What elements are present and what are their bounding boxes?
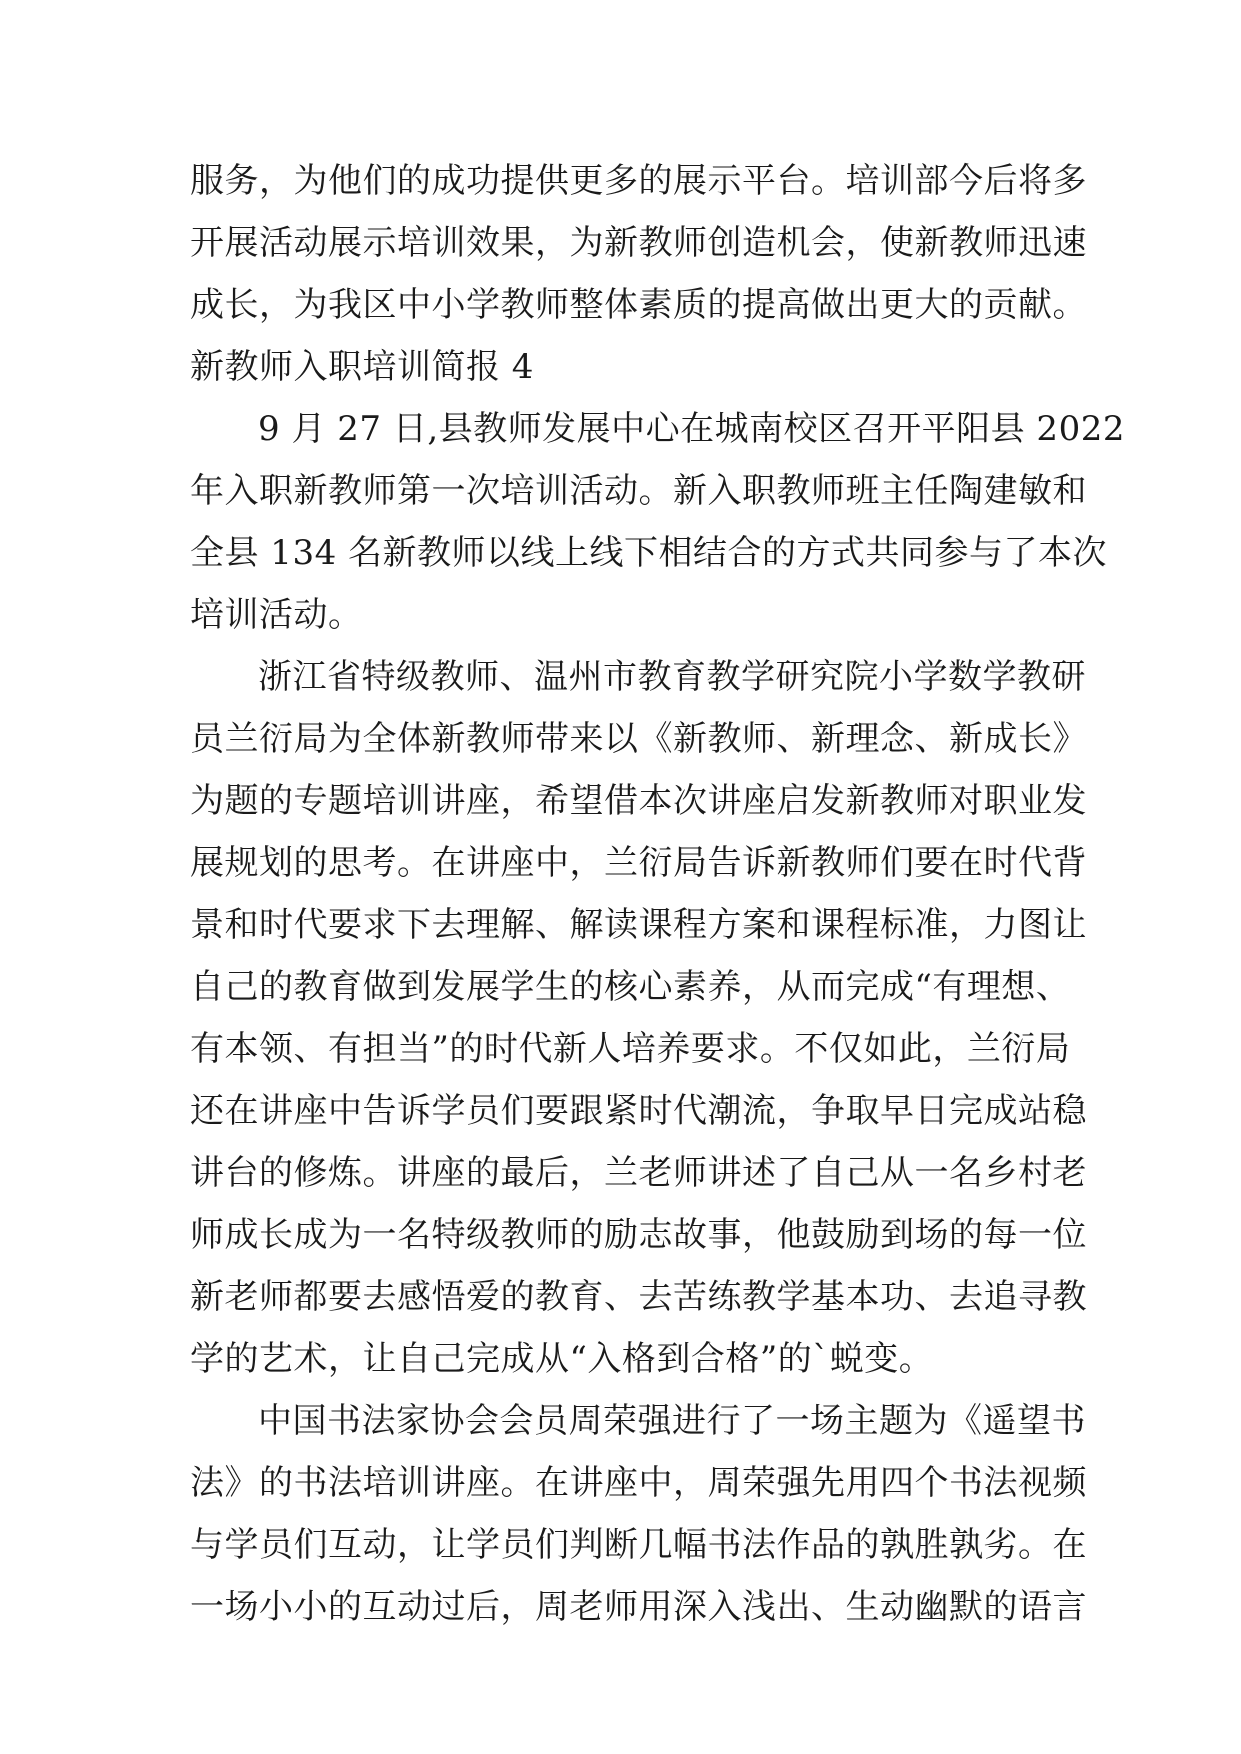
text-line: 中国书法家协会会员周荣强进行了一场主题为《遥望书: [258, 1401, 1086, 1441]
text-line: 师成长成为一名特级教师的励志故事，他鼓励到场的每一位: [190, 1215, 1087, 1255]
text-line: 新老师都要去感悟爱的教育、去苦练教学基本功、去追寻教: [190, 1277, 1087, 1317]
section-heading: [190, 336, 1060, 398]
text-line: 全县 134 名新教师以线上线下相结合的方式共同参与了本次: [190, 533, 1108, 573]
paragraph-training-event: [190, 398, 1125, 646]
text-line: 为题的专题培训讲座，希望借本次讲座启发新教师对职业发: [190, 781, 1087, 821]
text-line: 法》的书法培训讲座。在讲座中，周荣强先用四个书法视频: [190, 1463, 1087, 1503]
text-line: 开展活动展示培训效果，为新教师创造机会，使新教师迅速: [190, 223, 1087, 263]
text-line: 员兰衍局为全体新教师带来以《新教师、新理念、新成长》: [190, 719, 1087, 759]
text-line: 讲台的修炼。讲座的最后，兰老师讲述了自己从一名乡村老: [190, 1153, 1087, 1193]
text-line: 景和时代要求下去理解、解读课程方案和课程标准，力图让: [190, 905, 1087, 945]
text-line: 成长，为我区中小学教师整体素质的提高做出更大的贡献。: [190, 285, 1087, 325]
text-line: 浙江省特级教师、温州市教育教学研究院小学数学教研: [258, 657, 1086, 697]
text-line: 学的艺术，让自己完成从“入格到合格”的`蜕变。: [190, 1339, 934, 1379]
heading-line: 新教师入职培训简报 4: [190, 347, 534, 387]
text-line: 服务，为他们的成功提供更多的展示平台。培训部今后将多: [190, 161, 1087, 201]
text-line: 9 月 27 日,县教师发展中心在城南校区召开平阳县 2022: [258, 409, 1125, 449]
document-page: [190, 150, 1125, 1638]
paragraph-calligraphy-lecture: [190, 1390, 1087, 1638]
text-line: 有本领、有担当”的时代新人培养要求。不仅如此，兰衍局: [190, 1029, 1071, 1069]
text-line: 培训活动。: [190, 595, 363, 635]
text-line: 还在讲座中告诉学员们要跟紧时代潮流，争取早日完成站稳: [190, 1091, 1087, 1131]
text-line: 与学员们互动，让学员们判断几幅书法作品的孰胜孰劣。在: [190, 1525, 1087, 1565]
text-line: 一场小小的互动过后，周老师用深入浅出、生动幽默的语言: [190, 1587, 1087, 1627]
continued-paragraph: [190, 150, 1087, 336]
text-line: 自己的教育做到发展学生的核心素养，从而完成“有理想、: [190, 967, 1071, 1007]
text-line: 年入职新教师第一次培训活动。新入职教师班主任陶建敏和: [190, 471, 1087, 511]
paragraph-lecture-lan: [190, 646, 1087, 1390]
text-line: 展规划的思考。在讲座中，兰衍局告诉新教师们要在时代背: [190, 843, 1087, 883]
